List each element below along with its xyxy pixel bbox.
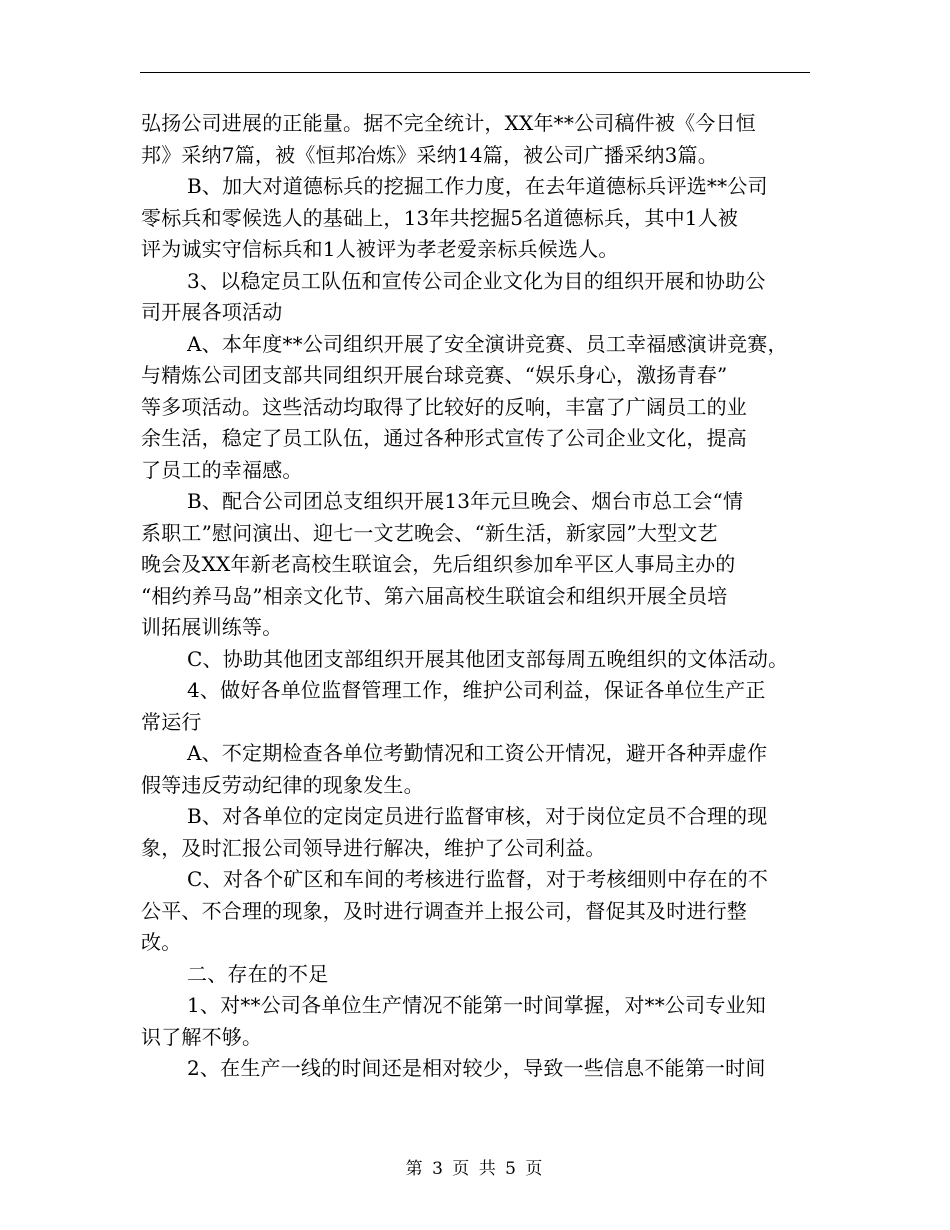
text-line: 1、对**公司各单位生产情况不能第一时间掌握，对**公司专业知 bbox=[187, 993, 766, 1017]
text-line: 识了解不够。 bbox=[141, 1024, 263, 1049]
text-line: 等多项活动。这些活动均取得了比较好的反响，丰富了广阔员工的业 bbox=[141, 394, 747, 419]
text-line: 邦》采纳7篇，被《恒邦冶炼》采纳14篇，被公司广播采纳3篇。 bbox=[141, 142, 718, 167]
text-line: 司开展各项活动 bbox=[141, 300, 283, 324]
text-line: A、不定期检查各单位考勤情况和工资公开情况，避开各种弄虚作 bbox=[187, 741, 768, 765]
text-line: 弘扬公司进展的正能量。据不完全统计，XX年**公司稿件被《今日恒 bbox=[141, 111, 756, 135]
text-line: 4、做好各单位监督管理工作，维护公司利益，保证各单位生产正 bbox=[187, 678, 766, 702]
body-text bbox=[141, 108, 809, 1085]
text-line: B、加大对道德标兵的挖掘工作力度，在去年道德标兵评选**公司 bbox=[187, 174, 768, 198]
text-line: 3、以稳定员工队伍和宣传公司企业文化为目的组织开展和协助公 bbox=[187, 268, 766, 293]
text-line: 象，及时汇报公司领导进行解决，维护了公司利益。 bbox=[141, 835, 606, 860]
text-line: 训拓展训练等。 bbox=[141, 615, 283, 639]
text-line: B、配合公司团总支组织开展13年元旦晚会、烟台市总工会“情 bbox=[187, 489, 744, 513]
text-line: 系职工”慰问演出、迎七一文艺晚会、“新生活，新家园”大型文艺 bbox=[141, 520, 718, 545]
text-line: C、对各个矿区和车间的考核进行监督，对于考核细则中存在的不 bbox=[187, 867, 769, 891]
text-line: 评为诚实守信标兵和1人被评为孝老爱亲标兵候选人。 bbox=[141, 237, 619, 261]
text-line: 改。 bbox=[141, 930, 182, 954]
text-line: 二、存在的不足 bbox=[187, 961, 329, 986]
text-line: 假等违反劳动纪律的现象发生。 bbox=[141, 772, 424, 797]
header-rule bbox=[140, 72, 810, 73]
text-line: 公平、不合理的现象，及时进行调查并上报公司，督促其及时进行整 bbox=[141, 898, 747, 923]
page-footer: 第 3 页 共 5 页 bbox=[405, 1159, 545, 1179]
text-line: 与精炼公司团支部共同组织开展台球竞赛、“娱乐身心，激扬青春” bbox=[141, 363, 728, 387]
text-line: 常运行 bbox=[141, 709, 202, 734]
text-line: A、本年度**公司组织开展了安全演讲竞赛、员工幸福感演讲竞赛， bbox=[187, 331, 788, 356]
text-line: 2、在生产一线的时间还是相对较少，导致一些信息不能第一时间 bbox=[187, 1056, 766, 1080]
text-line: C、协助其他团支部组织开展其他团支部每周五晚组织的文体活动。 bbox=[187, 646, 789, 671]
text-line: 零标兵和零候选人的基础上，13年共挖掘5名道德标兵，其中1人被 bbox=[141, 205, 739, 230]
text-line: B、对各单位的定岗定员进行监督审核，对于岗位定员不合理的现 bbox=[187, 804, 768, 828]
text-line: 晚会及XX年新老高校生联谊会，先后组织参加牟平区人事局主办的 bbox=[141, 552, 736, 576]
text-line: 了员工的幸福感。 bbox=[141, 457, 303, 482]
text-line: “相约养马岛”相亲文化节、第六届高校生联谊会和组织开展全员培 bbox=[141, 583, 728, 608]
text-line: 余生活，稳定了员工队伍，通过各种形式宣传了公司企业文化，提高 bbox=[141, 426, 747, 450]
